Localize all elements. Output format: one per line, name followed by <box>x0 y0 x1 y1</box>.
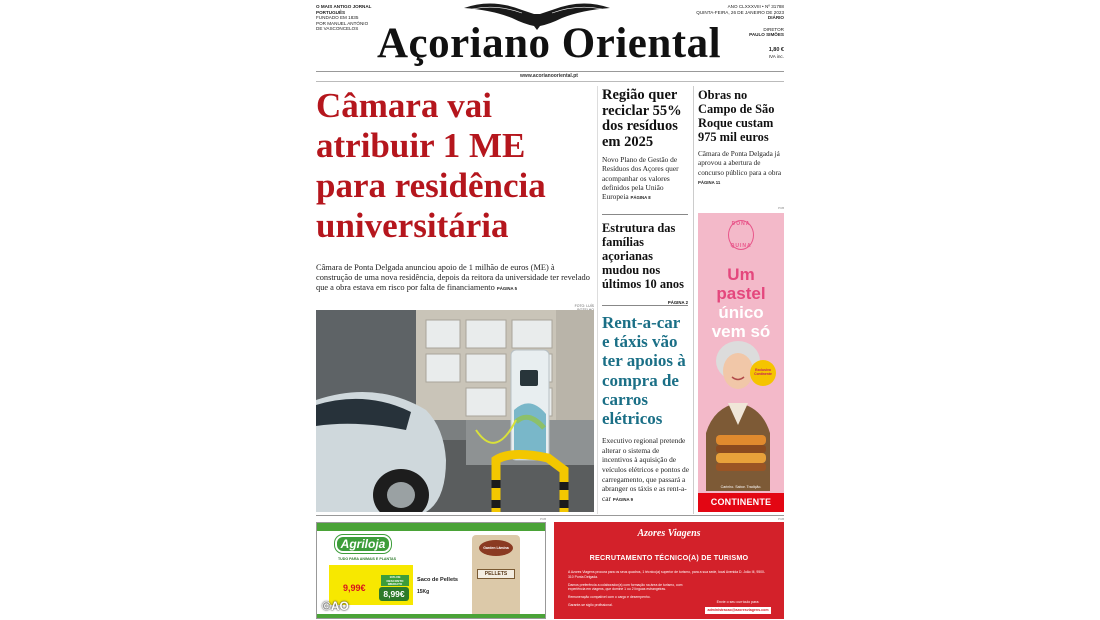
lead-deck-text: Câmara de Ponta Delgada anunciou apoio de 1 milhão de euros (ME) à construção de uma nova residência, depois da reitora da universidade ter revelado que a obra estava em risco por falta de financiamento <box>316 263 590 293</box>
story-works-page-ref: PÁGINA 11 <box>698 180 721 186</box>
story-families-page-ref: PÁGINA 2 <box>667 300 688 305</box>
vat-note: IVA inc. <box>768 53 784 59</box>
agriloja-discount: 10% DE DESCONTO IMEDIATO <box>381 575 409 586</box>
lead-headline[interactable]: Câmara vai atribuir 1 ME para residência universitária <box>316 86 546 245</box>
director-label: DIRETOR <box>763 26 784 32</box>
newspaper-logo[interactable]: Açoriano Oriental <box>376 20 722 67</box>
story-electric-cars[interactable] <box>602 313 690 504</box>
ev-charger-photo-illustration <box>316 310 594 512</box>
story-recycling-text-block <box>602 155 688 202</box>
lead-deck <box>316 263 592 295</box>
lead-photo-ev-charger[interactable] <box>316 310 594 512</box>
story-electric-cars-text: Executivo regional pretende alterar o sistema de incentivos à aquisição de veículos elétricos e pontos de carregamento, que passará a abranger os táxis e as rent-a-car <box>602 436 690 503</box>
issue-date: QUINTA-FEIRA, 26 DE JANEIRO DE 2023 <box>696 9 784 15</box>
azores-viagens-logo: Azores Viagens <box>637 528 701 539</box>
bottom-divider <box>316 515 784 516</box>
masthead-founder-2: DE VASCONCELOS <box>316 26 359 32</box>
body-paragraph: Damos preferência a colaborador(a) com formação na área de turismo, com experiência em viagens, que domine 1 ou 2 línguas estrangeiras. <box>568 582 683 592</box>
column-divider <box>597 86 598 514</box>
ad-label: PUB <box>778 206 785 210</box>
ad-label: PUB <box>540 517 547 521</box>
website-url[interactable]: www.acorianooriental.pt <box>520 73 578 79</box>
slogan-line: Um <box>727 265 755 284</box>
dona-quina-sticker: Exclusivo Continente <box>750 360 776 386</box>
issue-frequency: DIÁRIO <box>767 15 784 21</box>
story-recycling-headline[interactable]: Região quer reciclar 55% dos resíduos em 2025 <box>602 87 682 150</box>
agriloja-product-weight: 15Kg <box>417 589 430 595</box>
cv-email-link[interactable]: administracao@azoresviagens.com <box>707 608 769 612</box>
agriloja-top-bar <box>317 523 546 531</box>
story-recycling[interactable] <box>602 88 688 202</box>
story-families-headline[interactable]: Estrutura das famílias açorianas mudou nos últimos 10 anos <box>602 221 684 291</box>
story-works-text-block <box>698 150 784 188</box>
story-electric-cars-text-block <box>602 436 690 504</box>
masthead-divider-2 <box>316 81 784 82</box>
ad-agriloja[interactable] <box>316 522 546 619</box>
slogan-line: único <box>718 303 764 322</box>
masthead-divider <box>316 71 784 72</box>
story-recycling-text: Novo Plano de Gestão de Resíduos dos Açores quer acompanhar os valores definidos pela União Europeia <box>602 155 679 202</box>
story-sao-roque-works[interactable] <box>698 88 784 188</box>
body-paragraph: Remuneração compatível com o cargo e desempenho. <box>568 595 651 600</box>
story-families[interactable] <box>602 221 688 309</box>
dona-quina-slogan <box>698 265 784 341</box>
photo-credit: FOTO: LUÍS <box>574 304 594 308</box>
agriloja-bottom-bar <box>317 614 546 618</box>
azores-viagens-title: RECRUTAMENTO TÉCNICO(A) DE TURISMO <box>589 553 749 562</box>
continente-logo: CONTINENTE <box>698 493 784 512</box>
ad-label: PUB <box>778 517 785 521</box>
azores-viagens-cv <box>702 600 774 614</box>
newspaper-front-page <box>314 0 786 620</box>
story-works-text: Câmara de Ponta Delgada já aprovou a abertura de concurso público para a obra <box>698 150 782 177</box>
agriloja-product-name: Saco de Pellets <box>417 577 459 583</box>
masthead-right-info <box>694 4 784 59</box>
column-rule <box>602 214 688 215</box>
dona-quina-tagline: Carinho. Sabor. Tradição. <box>720 485 762 489</box>
body-paragraph: Garante-se sigilo profissional. <box>568 602 613 607</box>
agriloja-new-price: 8,99€ <box>379 587 409 601</box>
story-electric-cars-headline[interactable]: Rent-a-car e táxis vão ter apoios à compra de carros elétricos <box>602 313 686 429</box>
agriloja-old-price: 9,99€ <box>343 583 366 593</box>
column-divider <box>693 86 694 514</box>
dona-quina-brand-top: DONA <box>731 221 751 227</box>
agriloja-product <box>417 577 467 595</box>
cv-line: Envie o seu currículo para: <box>716 600 760 604</box>
ad-dona-quina[interactable] <box>698 213 784 512</box>
pellet-bag-brand: Garden Lâmina <box>479 540 513 556</box>
slogan-line: vem só <box>711 322 771 341</box>
agriloja-tagline: TUDO PARA ANIMAIS E PLANTAS <box>337 557 397 561</box>
pellet-bag-label: PELLETS <box>477 569 515 579</box>
price: 1,80 € <box>768 46 784 53</box>
column-rule <box>602 305 688 306</box>
lead-page-ref: PÁGINA 5 <box>496 286 518 292</box>
agriloja-logo: Agriloja <box>335 535 391 553</box>
director-name: PAULO SIMÕES <box>749 32 784 38</box>
story-recycling-page-ref: PÁGINA 8 <box>630 195 651 201</box>
story-works-headline[interactable]: Obras no Campo de São Roque custam 975 mil euros <box>698 88 775 144</box>
story-electric-cars-page-ref: PÁGINA 9 <box>612 496 634 502</box>
ao-watermark: ©AO <box>322 599 349 613</box>
masthead-founded: FUNDADO EM 1835 <box>316 15 359 21</box>
issue-number: ANO CLXXXVIII • Nº 31788 <box>727 4 784 9</box>
masthead-founder: POR MANUEL ANTÓNIO <box>316 20 369 26</box>
ad-azores-viagens[interactable] <box>554 522 784 619</box>
masthead-tagline: O MAIS ANTIGO JORNAL PORTUGUÊS <box>316 4 372 15</box>
dona-quina-brand-bottom: QUINA <box>730 243 752 249</box>
body-paragraph: A Azores Viagens procura para os seus quadros, 1 técnico(a) superior de turismo, para a sua sede, local Avenida D. João III, 9500-310 Ponta Delgada. <box>568 570 766 579</box>
slogan-line: pastel <box>716 284 766 303</box>
